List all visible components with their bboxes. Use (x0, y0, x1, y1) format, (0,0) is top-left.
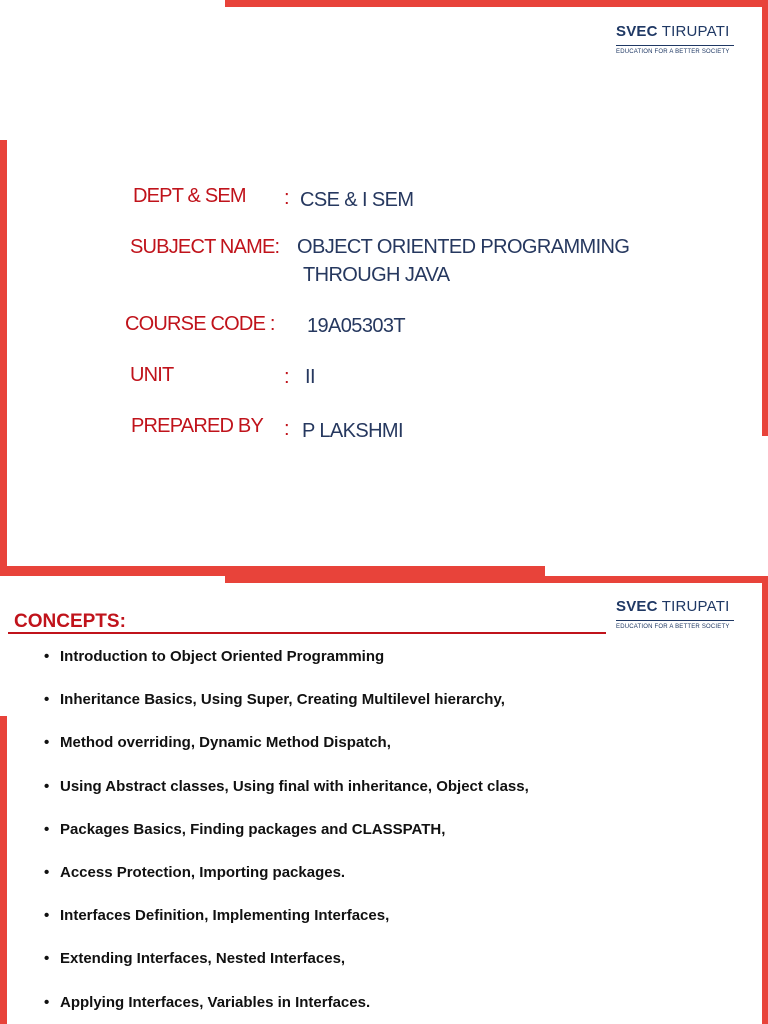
prepared-by-label: PREPARED BY (131, 415, 263, 437)
right-accent-bar (762, 0, 768, 436)
course-code-label: COURSE CODE : (125, 313, 275, 335)
list-item: • Access Protection, Importing packages. (44, 862, 529, 905)
logo-rule (616, 45, 734, 46)
logo-place: TIRUPATI (661, 598, 730, 615)
list-item: • Interfaces Definition, Implementing Interfaces, (44, 905, 529, 948)
logo-place: TIRUPATI (661, 23, 730, 40)
dept-sem-colon: : (284, 187, 290, 209)
list-item: • Inheritance Basics, Using Super, Creating Multilevel hierarchy, (44, 689, 529, 732)
list-item: • Applying Interfaces, Variables in Interfaces. (44, 992, 529, 1024)
list-item: • Method overriding, Dynamic Method Dispatch, (44, 732, 529, 775)
dept-sem-label: DEPT & SEM (133, 185, 246, 207)
svec-logo (616, 23, 734, 55)
list-item: • Extending Interfaces, Nested Interfaces, (44, 948, 529, 991)
logo-tagline: EDUCATION FOR A BETTER SOCIETY (616, 624, 730, 630)
left-accent-bar (0, 140, 7, 576)
subject-name-value: OBJECT ORIENTED PROGRAMMING (297, 236, 630, 258)
list-item: • Using Abstract classes, Using final with inheritance, Object class, (44, 776, 529, 819)
unit-colon: : (284, 366, 290, 388)
prepared-by-value: P LAKSHMI (302, 420, 403, 442)
logo-brand: SVEC (616, 23, 658, 40)
left-accent-bar (0, 716, 7, 1024)
concepts-slide (0, 576, 768, 1024)
logo-rule (616, 620, 734, 621)
dept-sem-value: CSE & I SEM (300, 189, 414, 211)
logo-tagline: EDUCATION FOR A BETTER SOCIETY (616, 49, 730, 55)
subject-name-value-line2: THROUGH JAVA (303, 264, 450, 286)
concepts-list (44, 646, 529, 1024)
prepared-by-colon: : (284, 418, 290, 440)
unit-label: UNIT (130, 364, 174, 386)
list-item: • Packages Basics, Finding packages and CLASSPATH, (44, 819, 529, 862)
svec-logo (616, 598, 734, 630)
concepts-title: CONCEPTS: (14, 611, 126, 632)
course-code-value: 19A05303T (307, 315, 406, 337)
top-accent-bar (225, 576, 768, 583)
list-item: • Introduction to Object Oriented Programming (44, 646, 529, 689)
unit-value: II (305, 366, 315, 388)
logo-brand: SVEC (616, 598, 658, 615)
top-accent-bar (225, 0, 768, 7)
bottom-accent-bar (0, 566, 545, 576)
right-accent-bar (762, 576, 768, 1024)
subject-name-label: SUBJECT NAME: (130, 236, 280, 258)
title-underline (8, 632, 606, 634)
